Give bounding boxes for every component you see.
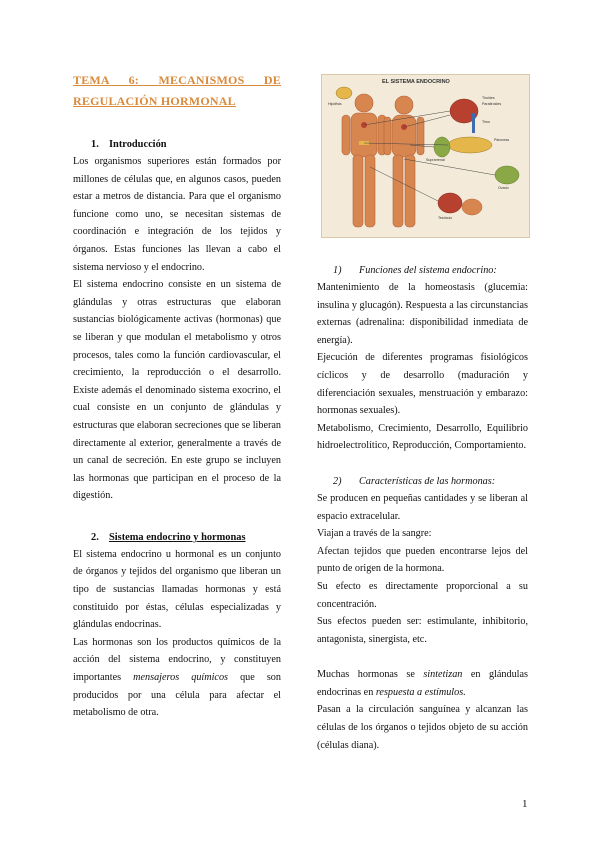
page-number: 1 bbox=[522, 798, 528, 810]
paragraph: Metabolismo, Crecimiento, Desarrollo, Equilibrio hidroelectrolítico, Reproducción, Comportamiento. bbox=[317, 422, 528, 452]
paragraph: Mantenimiento de la homeostasis (glucemia: insulina y glucagón). Respuesta a las circunstancias externas (adrenalina: disponibilidad inmediata de energía). bbox=[317, 282, 528, 346]
paragraph: Pasan a la circulación sanguínea y alcanzan las células de los órganos o tejidos objeto de su acción (células diana). bbox=[317, 704, 528, 751]
paragraph: El sistema endocrino consiste en un sistema de glándulas y otras estructuras que elaboran sustancias biológicamente activas (hormonas) que se liberan y que modulan el metabolismo y otros procesos, tales como la función cardiovascular, el crecimiento, la reproducción o el desarrollo. Existe además el denominado sistema exocrino, el cual consiste en un conjunto de glándulas y estructuras que elaboran secreciones que se liberan directamente al exterior, generalmente a través de un canal de secreción. En este grupo se incluyen las hormonas que participan en el proceso de la digestión. bbox=[73, 279, 281, 502]
figure-label: Hipófisis bbox=[328, 102, 342, 106]
figure-label: Paratiroides bbox=[482, 102, 502, 106]
paragraph: Muchas hormonas se sintetizan en glándulas endocrinas en respuesta a estímulos. bbox=[317, 669, 528, 698]
figure-label: Timo bbox=[482, 120, 490, 124]
list-item: Afectan tejidos que pueden encontrarse lejos del punto de origen de la hormona. bbox=[317, 545, 528, 575]
figure-label: Ovario bbox=[498, 186, 509, 190]
left-column bbox=[73, 70, 281, 722]
subsection-number: 2) bbox=[333, 475, 342, 487]
figure-label: Páncreas bbox=[494, 138, 510, 142]
list-item: Se producen en pequeñas cantidades y se liberan al espacio extracelular. bbox=[317, 492, 528, 522]
emphasis: respuesta a estímulos. bbox=[375, 686, 466, 698]
section-title: Introducción bbox=[109, 139, 167, 150]
section-title: Sistema endocrino y hormonas bbox=[109, 531, 246, 543]
emphasis: sintetizan bbox=[423, 669, 463, 681]
figure-heading: EL SISTEMA ENDOCRINO bbox=[382, 79, 450, 85]
paragraph: Ejecución de diferentes programas fisiológicos cíclicos y de desarrollo (maduración y diferenciación sexuales, menstruación y embarazo: hormonas sexuales). bbox=[317, 352, 528, 417]
subsection-title: Funciones del sistema endocrino: bbox=[359, 265, 497, 276]
figure-label: Testículo bbox=[438, 216, 453, 220]
paragraph: El sistema endocrino u hormonal es un conjunto de órganos y tejidos del organismo que liberan un tipo de sustancias llamadas hormonas y está constituido por éstas, células especializadas y glándulas endocrinas. bbox=[73, 548, 281, 631]
list-item: Sus efectos pueden ser: estimulante, inhibitorio, antagonista, sinergista, etc. bbox=[317, 616, 528, 645]
subsection-heading-caracteristicas bbox=[317, 473, 528, 490]
section-heading-sistema-endocrino bbox=[73, 529, 281, 546]
subsection-heading-funciones bbox=[317, 262, 528, 279]
section-number: 1. bbox=[91, 139, 99, 150]
figure-label: Suprarrenal bbox=[426, 158, 445, 162]
figure-label: Tiroides bbox=[482, 96, 495, 100]
section-number: 2. bbox=[91, 531, 99, 543]
right-column bbox=[317, 70, 528, 754]
paragraph: Los organismos superiores están formados por millones de células que, en algunos casos, pueden estar a metros de distancia. Para que el organismo funcione como uno, se necesitan sistemas de coordinación e integración de los tejidos y órganos. Estas funciones las llevan a cabo el sistema nervioso y el endocrino. bbox=[73, 156, 281, 273]
paragraph: Las hormonas son los productos químicos de la acción del sistema endocrino, y constituyen importantes mensajeros químicos que son producidos por una célula para afectar el metabolismo de otra. bbox=[73, 636, 281, 719]
document-title: TEMA 6: MECANISMOS DE REGULACIÓN HORMONAL bbox=[73, 73, 281, 108]
subsection-title: Características de las hormonas: bbox=[359, 475, 496, 487]
emphasis: mensajeros químicos bbox=[133, 672, 229, 684]
list-item: Su efecto es directamente proporcional a su concentración. bbox=[317, 580, 528, 610]
subsection-number: 1) bbox=[333, 265, 342, 276]
section-heading-introduccion bbox=[73, 136, 281, 153]
list-item: Viajan a través de la sangre: bbox=[317, 528, 432, 540]
